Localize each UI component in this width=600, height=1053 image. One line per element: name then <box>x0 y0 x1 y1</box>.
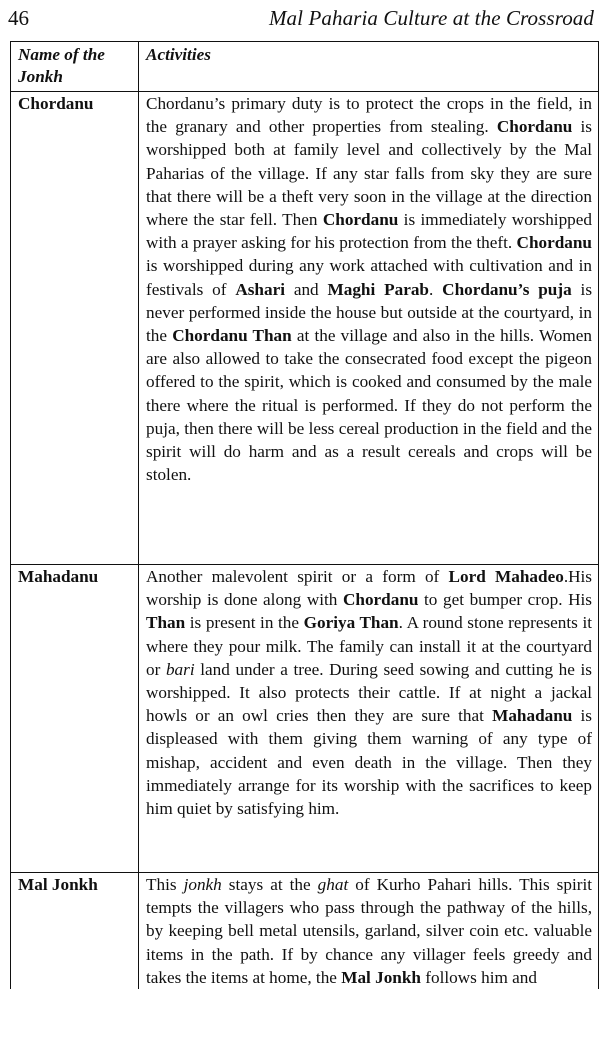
body-text: Another malevolent spirit or a form of <box>146 567 449 586</box>
page-header <box>8 6 594 36</box>
body-text: stays at the <box>221 875 318 894</box>
jonkh-name: Mal Jonkh <box>11 873 139 990</box>
body-text: at the village and also in the hills. Women are also allowed to take the consecrated food except the pigeon offered to the spirit, which is cooked and consumed by the male there where the ritual is performed. If they do not perform the puja, then there will be less cereal production in the field and the spirit will do harm and as a result cereals and crops will be stolen. <box>146 326 592 485</box>
bold-term: Than <box>146 613 186 633</box>
jonkh-name: Mahadanu <box>11 565 139 873</box>
bold-term: Lord Mahadeo <box>448 567 564 586</box>
table-row <box>11 92 599 565</box>
jonkh-activities <box>139 565 599 873</box>
bold-term: Mahadanu <box>492 706 573 726</box>
bold-term: Chordanu Than <box>172 326 292 346</box>
body-text: is worshipped during any work attached with cultivation and in festivals of <box>146 256 592 299</box>
column-header-name: Name of the Jonkh <box>11 42 139 92</box>
body-text: . <box>429 279 443 299</box>
italic-term: bari <box>165 659 195 679</box>
body-text: follows him and <box>420 967 537 987</box>
page-number: 46 <box>8 6 29 30</box>
body-text: and <box>284 279 328 299</box>
body-text: . A round stone represents it where they pour milk. The family can install it at the courtyard or <box>146 613 592 679</box>
jonkh-activities <box>139 873 599 990</box>
bold-term: Chordanu <box>342 590 419 610</box>
bold-term: Goriya Than <box>303 613 399 633</box>
italic-term: jonkh <box>183 875 222 894</box>
body-text: land under a tree. During seed sowing and cutting he is worshipped. It also protects their cattle. If at night a jackal howls or an owl cries then they are sure that <box>146 659 592 726</box>
body-text: .His worship is done along with <box>146 567 592 610</box>
bold-term: Chordanu <box>516 233 592 253</box>
jonkh-table <box>10 41 599 989</box>
table-header-row <box>11 42 599 92</box>
body-text: is worshipped both at family level and collectively by the Mal Paharias of the village. If any star falls from sky they are sure that there will be a theft very soon in the village at the direction where the star fell. Then <box>146 117 592 230</box>
body-text: is present in the <box>185 613 304 633</box>
bold-term: Chordanu <box>322 210 399 230</box>
column-header-activities: Activities <box>139 42 599 92</box>
body-text: of Kurho Pahari hills. This spirit tempts the villagers who pass through the pathway of the hills, by keeping bell metal utensils, garland, silver coin etc. valuable items in the path. If by chance any villager feels greedy and takes the items at home, the <box>146 875 592 987</box>
body-text: is immediately worshipped with a prayer asking for his protection from the theft. <box>146 210 592 253</box>
table-row <box>11 565 599 873</box>
body-text: This <box>146 875 184 894</box>
table-row <box>11 873 599 990</box>
bold-term: Chordanu <box>496 117 573 137</box>
bold-term: Ashari <box>235 279 285 299</box>
jonkh-activities <box>139 92 599 565</box>
bold-term: Chordanu’s puja <box>442 279 572 299</box>
bold-term: Maghi Parab <box>327 279 429 299</box>
body-text: is never performed inside the house but outside at the courtyard, in the <box>146 279 593 346</box>
italic-term: ghat <box>317 875 349 894</box>
body-text: to get bumper crop. His <box>418 590 592 610</box>
body-text: Chordanu’s primary duty is to protect the crops in the field, in the granary and other properties from stealing. <box>146 94 592 137</box>
running-title: Mal Paharia Culture at the Crossroad <box>268 6 594 30</box>
body-text: is displeased with them giving them warning of any type of mishap, accident and even death in the village. Then they immediately arrange for its worship with the sacrifices to keep him quiet by satisfying him. <box>146 706 592 819</box>
bold-term: Mal Jonkh <box>341 967 421 987</box>
jonkh-name: Chordanu <box>11 92 139 565</box>
